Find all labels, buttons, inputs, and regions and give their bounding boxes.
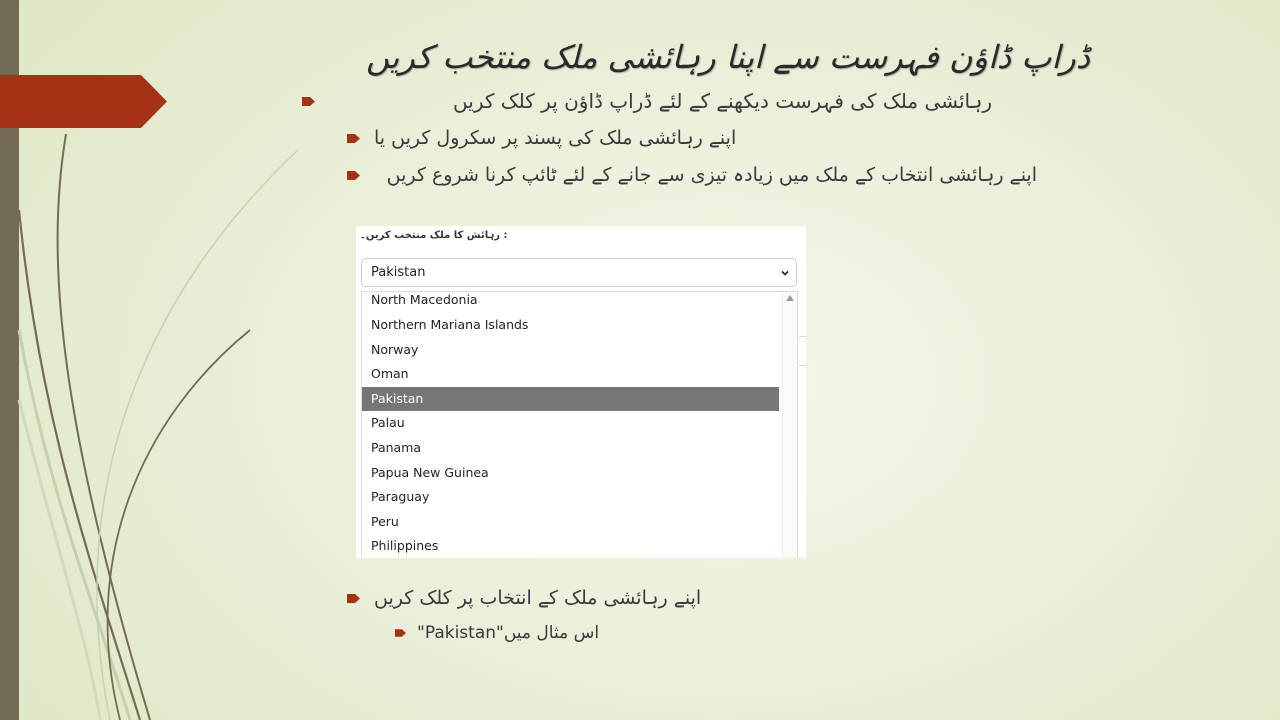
option-panama[interactable]: Panama [371, 439, 422, 455]
bullet-item [395, 621, 635, 646]
dropdown-screenshot [356, 226, 806, 558]
option-papua-new-guinea[interactable]: Papua New Guinea [371, 464, 489, 480]
title-arrow-shape [0, 75, 167, 128]
bullet-text: اپنے رہائشی ملک کی پسند پر سکرول کریں یا [374, 127, 737, 149]
residence-country-label: : رہائش کا ملک منتخب کریں۔ [360, 230, 508, 241]
bullet-item [347, 126, 797, 151]
bullet-arrow-icon [395, 629, 406, 637]
bullet-item [347, 586, 757, 611]
option-philippines[interactable]: Philippines [371, 538, 439, 554]
option-north-macedonia[interactable]: North Macedonia [371, 292, 478, 307]
bullet-text: اس مثال میں"Pakistan" [417, 623, 600, 643]
chevron-down-icon [780, 268, 790, 278]
option-pakistan-selected[interactable]: Pakistan [362, 387, 779, 412]
bullet-arrow-icon [347, 594, 360, 603]
option-northern-mariana-islands[interactable]: Northern Mariana Islands [371, 317, 529, 332]
bullet-item [347, 163, 1037, 188]
list-scrollbar[interactable] [782, 292, 797, 558]
option-peru[interactable]: Peru [371, 513, 399, 529]
country-select[interactable] [361, 258, 797, 287]
option-palau[interactable]: Palau [371, 415, 405, 431]
slide-title: ڈراپ ڈاؤن فہرست سے اپنا رہائشی ملک منتخب کریں [365, 38, 1090, 76]
bullet-item [302, 89, 992, 114]
bullet-arrow-icon [347, 134, 360, 143]
scroll-up-arrow-icon[interactable] [786, 295, 794, 301]
background-field-edge [799, 365, 807, 366]
bullet-text: اپنے رہائشی ملک کے انتخاب پر کلک کریں [374, 587, 702, 609]
bullet-text: اپنے رہائشی انتخاب کے ملک میں زیادہ تیزی سے جانے کے لئے ٹائپ کرنا شروع کریں [386, 164, 1037, 186]
country-options-list[interactable] [361, 291, 798, 558]
background-field-edge [799, 336, 807, 337]
bullet-text: رہائشی ملک کی فہرست دیکھنے کے لئے ڈراپ ڈاؤن پر کلک کریں [453, 89, 992, 113]
option-oman[interactable]: Oman [371, 366, 409, 382]
option-norway[interactable]: Norway [371, 341, 419, 357]
bullet-arrow-icon [347, 171, 360, 180]
option-paraguay[interactable]: Paraguay [371, 489, 430, 505]
select-value: Pakistan [371, 265, 426, 280]
bullet-arrow-icon [302, 97, 315, 106]
